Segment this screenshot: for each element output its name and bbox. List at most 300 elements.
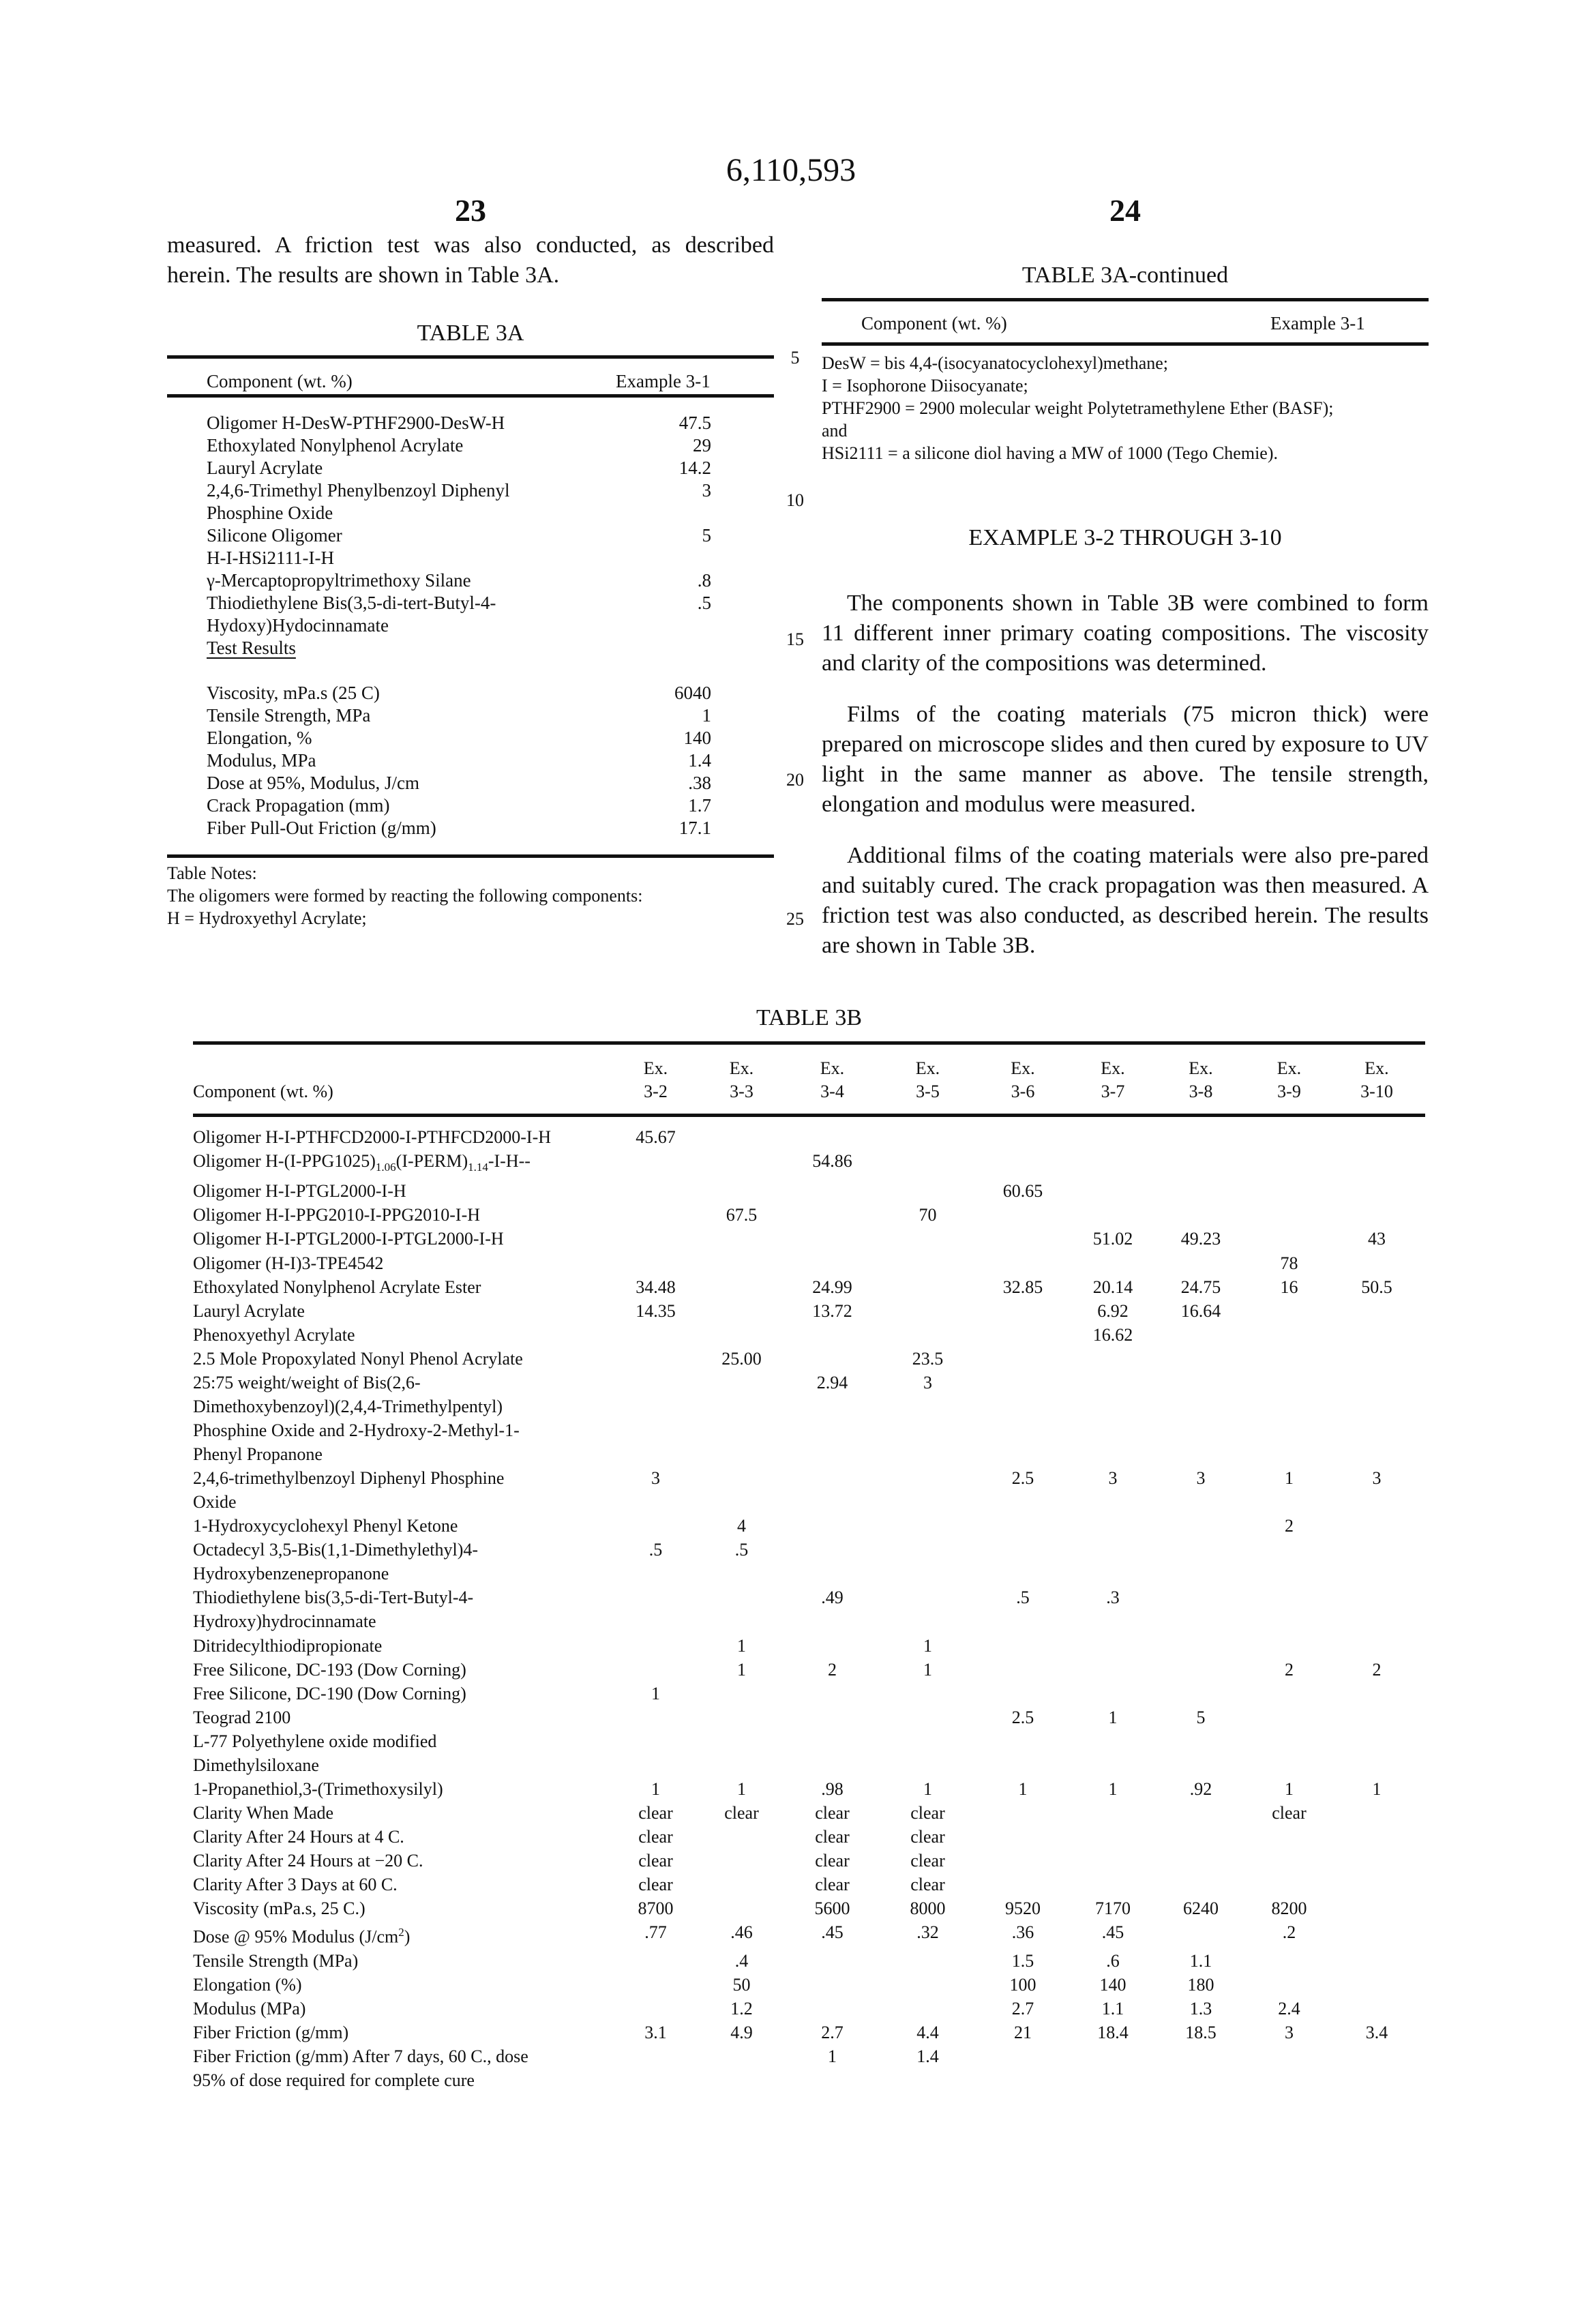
cell-value [614, 1251, 698, 1275]
cell-value [698, 1371, 786, 1466]
cell-value [1156, 1658, 1245, 1682]
cell-value [1333, 1125, 1420, 1149]
cell-value [786, 1323, 879, 1347]
row-label: Teograd 2100 [193, 1705, 614, 1729]
cell-value [879, 1949, 976, 1973]
cell-value: 1 [786, 2044, 879, 2092]
right-column-number: 24 [1057, 192, 1193, 228]
row-label: Clarity After 24 Hours at 4 C. [193, 1825, 614, 1849]
cell-value [879, 1729, 976, 1777]
cell-value: 51.02 [1069, 1227, 1156, 1251]
cell-value: 8200 [1245, 1896, 1333, 1920]
cell-value [976, 1729, 1069, 1777]
cell-value [698, 1179, 786, 1203]
cell-value [1333, 1873, 1420, 1896]
cell-value: 25.00 [698, 1347, 786, 1371]
cell-value [879, 1275, 976, 1299]
cell-value [1069, 2044, 1156, 2092]
cell-value [614, 1323, 698, 1347]
cell-value [614, 1949, 698, 1973]
cell-value: 3 [1245, 2021, 1333, 2044]
cell-value: clear [786, 1849, 879, 1873]
cell-value: 32.85 [976, 1275, 1069, 1299]
cell-value [1245, 1179, 1333, 1203]
cell-value [879, 1705, 976, 1729]
row-label: Fiber Friction (g/mm) [193, 2021, 614, 2044]
row-value: .8 [616, 569, 711, 592]
table-3a-continued-top-rule [822, 298, 1429, 301]
cell-value: 2.5 [976, 1705, 1069, 1729]
cell-value [1069, 1825, 1156, 1849]
column-header-component: Component (wt. %) [193, 1057, 614, 1103]
table-row [193, 1251, 1425, 1275]
cell-value [786, 1634, 879, 1658]
cell-value [976, 1149, 1069, 1179]
cell-value [698, 1729, 786, 1777]
label-segment: 2 [398, 1926, 404, 1939]
cell-value [698, 1682, 786, 1705]
table-row [193, 1896, 1425, 1920]
cell-value: 34.48 [614, 1275, 698, 1299]
cell-value: .3 [1069, 1585, 1156, 1633]
label-segment: Dose @ 95% Modulus (J/cm [193, 1927, 398, 1947]
cell-value [1156, 1682, 1245, 1705]
cell-value: .77 [614, 1920, 698, 1949]
cell-value: 1 [698, 1634, 786, 1658]
test-results-label: Test Results [207, 638, 296, 658]
row-label: Silicone Oligomer H-I-HSi2111-I-H [167, 524, 616, 569]
cell-value [786, 1514, 879, 1538]
cell-value: .5 [614, 1538, 698, 1585]
table-row [193, 1203, 1425, 1227]
cell-value [786, 1729, 879, 1777]
row-label: Ethoxylated Nonylphenol Acrylate [167, 434, 616, 457]
cell-value [976, 2044, 1069, 2092]
cell-value: 9520 [976, 1896, 1069, 1920]
cell-value: 7170 [1069, 1896, 1156, 1920]
row-label: 2.5 Mole Propoxylated Nonyl Phenol Acrylate [193, 1347, 614, 1371]
label-segment: (I-PERM) [396, 1151, 468, 1171]
cell-value [879, 1973, 976, 1997]
cell-value: 100 [976, 1973, 1069, 1997]
cell-value [614, 1514, 698, 1538]
table-row [167, 434, 774, 457]
section-label-wrap [167, 637, 616, 659]
cell-value [1156, 1849, 1245, 1873]
row-value: 3 [616, 479, 711, 524]
cell-value: 54.86 [786, 1149, 879, 1179]
cell-value: 1.3 [1156, 1997, 1245, 2021]
label-segment: 1.14 [468, 1161, 488, 1174]
cell-value: .32 [879, 1920, 976, 1949]
table-row [167, 749, 774, 772]
cell-value [1156, 1514, 1245, 1538]
row-label: Clarity After 3 Days at 60 C. [193, 1873, 614, 1896]
cell-value [786, 1179, 879, 1203]
cell-value: 1 [698, 1777, 786, 1801]
cell-value [1245, 1227, 1333, 1251]
cell-value [614, 1705, 698, 1729]
cell-value [1156, 1179, 1245, 1203]
cell-value [1156, 1873, 1245, 1896]
cell-value [1333, 1729, 1420, 1777]
cell-value [1069, 1125, 1156, 1149]
cell-value: 16 [1245, 1275, 1333, 1299]
cell-value: 13.72 [786, 1299, 879, 1323]
cell-value: 8000 [879, 1896, 976, 1920]
cell-value [614, 1997, 698, 2021]
row-value: 1 [616, 704, 711, 727]
line-number: 5 [777, 348, 813, 368]
cell-value [976, 1251, 1069, 1275]
cell-value: 1 [1069, 1705, 1156, 1729]
cell-value [614, 1585, 698, 1633]
cell-value: 2 [1245, 1514, 1333, 1538]
row-value: 29 [616, 434, 711, 457]
cell-value [1156, 1801, 1245, 1825]
cell-value [1245, 1973, 1333, 1997]
table-3b-header [193, 1057, 1425, 1103]
cell-value [976, 1514, 1069, 1538]
cell-value [1069, 1149, 1156, 1179]
table-row [193, 1997, 1425, 2021]
cell-value: 5 [1156, 1705, 1245, 1729]
row-value: 47.5 [616, 412, 711, 434]
cell-value [698, 1873, 786, 1896]
cell-value: 3.1 [614, 2021, 698, 2044]
row-label: Phenoxyethyl Acrylate [193, 1323, 614, 1347]
label-segment: Oligomer H-(I-PPG1025) [193, 1151, 376, 1171]
row-label: Oligomer H-DesW-PTHF2900-DesW-H [167, 412, 616, 434]
row-value: 1.4 [616, 749, 711, 772]
table-row [193, 1729, 1425, 1777]
cell-value [786, 1949, 879, 1973]
cell-value: 1 [614, 1682, 698, 1705]
cell-value: 1 [614, 1777, 698, 1801]
cell-value: 1.2 [698, 1997, 786, 2021]
cell-value [879, 1682, 976, 1705]
table-row [193, 1323, 1425, 1347]
cell-value [1156, 1251, 1245, 1275]
cell-value [1069, 1801, 1156, 1825]
row-label: Fiber Friction (g/mm) After 7 days, 60 C., dose 95% of dose required for complete cure [193, 2044, 614, 2092]
column-header-example: Ex. 3-5 [879, 1057, 976, 1103]
cell-value: 24.99 [786, 1275, 879, 1299]
cell-value [1069, 1634, 1156, 1658]
column-header-example: Ex. 3-2 [614, 1057, 698, 1103]
line-number: 25 [777, 909, 813, 929]
table-3b-title: TABLE 3B [193, 1005, 1425, 1031]
table-3b-header-rule [193, 1114, 1425, 1117]
cell-value: clear [879, 1873, 976, 1896]
table-row [193, 1227, 1425, 1251]
row-label: Oligomer H-I-PTGL2000-I-H [193, 1179, 614, 1203]
table-row [193, 1777, 1425, 1801]
cell-value [786, 1251, 879, 1275]
column-header-example: Example 3-1 [616, 370, 711, 393]
table-row [193, 1514, 1425, 1538]
cell-value [1245, 1323, 1333, 1347]
column-header-example: Ex. 3-6 [976, 1057, 1069, 1103]
table-row [193, 1585, 1425, 1633]
cell-value [976, 1125, 1069, 1149]
cell-value [698, 1323, 786, 1347]
cell-value [1245, 1149, 1333, 1179]
table-row [167, 479, 774, 524]
cell-value [1245, 1849, 1333, 1873]
row-label: Modulus, MPa [167, 749, 616, 772]
spacer [167, 659, 774, 682]
cell-value [1156, 1203, 1245, 1227]
cell-value [1333, 1920, 1420, 1949]
cell-value [1069, 1203, 1156, 1227]
line-number: 15 [777, 629, 813, 650]
cell-value [1245, 1299, 1333, 1323]
table-row [193, 1371, 1425, 1466]
cell-value [1245, 1538, 1333, 1585]
cell-value [786, 1997, 879, 2021]
table-3b-top-rule [193, 1041, 1425, 1045]
row-label: Clarity After 24 Hours at −20 C. [193, 1849, 614, 1873]
row-label: Free Silicone, DC-190 (Dow Corning) [193, 1682, 614, 1705]
cell-value [1156, 1920, 1245, 1949]
cell-value: 43 [1333, 1227, 1420, 1251]
table-row [167, 457, 774, 479]
cell-value [1245, 1949, 1333, 1973]
cell-value [879, 1299, 976, 1323]
cell-value [786, 1227, 879, 1251]
cell-value: 20.14 [1069, 1275, 1156, 1299]
cell-value [614, 1347, 698, 1371]
cell-value: clear [786, 1873, 879, 1896]
row-label: Dose at 95%, Modulus, J/cm [167, 772, 616, 794]
cell-value: 1 [698, 1658, 786, 1682]
cell-value: 1.4 [879, 2044, 976, 2092]
cell-value [1333, 1585, 1420, 1633]
table-row [193, 1825, 1425, 1849]
cell-value: clear [698, 1801, 786, 1825]
cell-value: 1 [1245, 1466, 1333, 1514]
cell-value [1333, 1149, 1420, 1179]
cell-value [1333, 1538, 1420, 1585]
row-label: Octadecyl 3,5-Bis(1,1-Dimethylethyl)4- Hydroxybenzenepropanone [193, 1538, 614, 1585]
cell-value [879, 1125, 976, 1149]
table-row [167, 817, 774, 839]
cell-value [698, 1585, 786, 1633]
cell-value [976, 1658, 1069, 1682]
cell-value [976, 1873, 1069, 1896]
cell-value: .6 [1069, 1949, 1156, 1973]
paragraph-1: The components shown in Table 3B were combined to form 11 different inner primary coating compositions. The viscosity and clarity of the compositions was determined. [822, 589, 1429, 679]
row-label: 2,4,6-Trimethyl Phenylbenzoyl Diphenyl Phosphine Oxide [167, 479, 616, 524]
cell-value: 3 [1069, 1466, 1156, 1514]
cell-value [1333, 1896, 1420, 1920]
row-value: 6040 [616, 682, 711, 704]
table-3a-title: TABLE 3A [167, 321, 774, 346]
column-header-component: Component (wt. %) [822, 312, 1270, 335]
table-note: The oligomers were formed by reacting the following components: [167, 884, 774, 907]
row-label: Tensile Strength, MPa [167, 704, 616, 727]
cell-value [698, 1251, 786, 1275]
table-note: and [822, 419, 1429, 442]
example-heading: EXAMPLE 3-2 THROUGH 3-10 [822, 525, 1429, 551]
table-row [193, 1634, 1425, 1658]
row-label: 1-Propanethiol,3-(Trimethoxysilyl) [193, 1777, 614, 1801]
table-row [193, 1705, 1425, 1729]
table-row [193, 1682, 1425, 1705]
cell-value [1245, 1682, 1333, 1705]
cell-value [879, 1149, 976, 1179]
cell-value [614, 1227, 698, 1251]
row-label: Fiber Pull-Out Friction (g/mm) [167, 817, 616, 839]
intro-paragraph: measured. A friction test was also conducted, as described herein. The results are shown in Table 3A. [167, 230, 774, 290]
cell-value: .46 [698, 1920, 786, 1949]
column-header-example: Ex. 3-3 [698, 1057, 786, 1103]
cell-value [1245, 1825, 1333, 1849]
cell-value [614, 1149, 698, 1179]
table-3a-continued-header-rule [822, 342, 1429, 346]
table-3a-header [167, 370, 774, 393]
column-header-example: Ex. 3-10 [1333, 1057, 1420, 1103]
cell-value: .2 [1245, 1920, 1333, 1949]
row-label: γ-Mercaptopropyltrimethoxy Silane [167, 569, 616, 592]
row-label: Viscosity, mPa.s (25 C) [167, 682, 616, 704]
label-segment: 1.06 [376, 1161, 396, 1174]
cell-value [786, 1705, 879, 1729]
cell-value [976, 1371, 1069, 1466]
cell-value: 1 [1069, 1777, 1156, 1801]
row-label: Ditridecylthiodipropionate [193, 1634, 614, 1658]
cell-value [1245, 1705, 1333, 1729]
cell-value: 180 [1156, 1973, 1245, 1997]
cell-value: 1.1 [1069, 1997, 1156, 2021]
table-3a-header-rule [167, 394, 774, 398]
cell-value [1333, 1299, 1420, 1323]
cell-value [1069, 1179, 1156, 1203]
table-row [193, 1299, 1425, 1323]
line-number: 20 [777, 770, 813, 790]
cell-value [1156, 1729, 1245, 1777]
cell-value [976, 1849, 1069, 1873]
left-column-number: 23 [402, 192, 539, 228]
cell-value [1245, 1347, 1333, 1371]
cell-value [976, 1203, 1069, 1227]
row-value: 5 [616, 524, 711, 569]
cell-value [1245, 1585, 1333, 1633]
row-label: Elongation, % [167, 727, 616, 749]
cell-value [698, 1825, 786, 1849]
cell-value [1333, 1347, 1420, 1371]
cell-value [1069, 1371, 1156, 1466]
cell-value: .5 [976, 1585, 1069, 1633]
row-label: Crack Propagation (mm) [167, 794, 616, 817]
cell-value [976, 1825, 1069, 1849]
table-row [193, 1973, 1425, 1997]
cell-value [614, 2044, 698, 2092]
cell-value [1156, 1149, 1245, 1179]
cell-value [1333, 1371, 1420, 1466]
cell-value [786, 1682, 879, 1705]
row-value: 14.2 [616, 457, 711, 479]
cell-value [614, 1729, 698, 1777]
cell-value: 1 [879, 1658, 976, 1682]
cell-value [614, 1179, 698, 1203]
table-3a-body [167, 412, 774, 839]
cell-value [1156, 1371, 1245, 1466]
cell-value: 1 [879, 1777, 976, 1801]
cell-value: 50.5 [1333, 1275, 1420, 1299]
row-value: .5 [616, 592, 711, 637]
cell-value: clear [879, 1825, 976, 1849]
table-row [167, 794, 774, 817]
cell-value [879, 1227, 976, 1251]
cell-value [1333, 1801, 1420, 1825]
cell-value [698, 1466, 786, 1514]
cell-value [1069, 1682, 1156, 1705]
cell-value [976, 1299, 1069, 1323]
cell-value: 2.7 [786, 2021, 879, 2044]
row-label: Lauryl Acrylate [193, 1299, 614, 1323]
row-label: 2,4,6-trimethylbenzoyl Diphenyl Phosphine Oxide [193, 1466, 614, 1514]
cell-value [1069, 1658, 1156, 1682]
cell-value: 6.92 [1069, 1299, 1156, 1323]
table-note: I = Isophorone Diisocyanate; [822, 374, 1429, 397]
cell-value [614, 1973, 698, 1997]
cell-value: 78 [1245, 1251, 1333, 1275]
cell-value: 4 [698, 1514, 786, 1538]
cell-value [976, 1634, 1069, 1658]
cell-value: .49 [786, 1585, 879, 1633]
cell-value: clear [786, 1825, 879, 1849]
cell-value: 5600 [786, 1896, 879, 1920]
cell-value [1069, 1514, 1156, 1538]
cell-value [1245, 1729, 1333, 1777]
section-label-row [167, 637, 774, 659]
cell-value [698, 1705, 786, 1729]
column-header-example: Ex. 3-9 [1245, 1057, 1333, 1103]
cell-value: 67.5 [698, 1203, 786, 1227]
cell-value: 3.4 [1333, 2021, 1420, 2044]
cell-value: 2 [1245, 1658, 1333, 1682]
row-value: 140 [616, 727, 711, 749]
cell-value [976, 1682, 1069, 1705]
cell-value: 2.7 [976, 1997, 1069, 2021]
column-header-example: Ex. 3-7 [1069, 1057, 1156, 1103]
cell-value: .36 [976, 1920, 1069, 1949]
cell-value [879, 1466, 976, 1514]
cell-value [1245, 1203, 1333, 1227]
cell-value [976, 1347, 1069, 1371]
cell-value [976, 1801, 1069, 1825]
table-3b-body [193, 1125, 1425, 2092]
table-row [193, 1149, 1425, 1179]
cell-value: 24.75 [1156, 1275, 1245, 1299]
cell-value [879, 1997, 976, 2021]
cell-value [879, 1538, 976, 1585]
cell-value: 6240 [1156, 1896, 1245, 1920]
cell-value [1333, 2044, 1420, 2092]
row-value: 1.7 [616, 794, 711, 817]
cell-value [1069, 1347, 1156, 1371]
cell-value [698, 1227, 786, 1251]
cell-value: 4.4 [879, 2021, 976, 2044]
cell-value [786, 1973, 879, 1997]
cell-value [1333, 1179, 1420, 1203]
table-row [167, 592, 774, 637]
row-label: Oligomer H-I-PTHFCD2000-I-PTHFCD2000-I-H [193, 1125, 614, 1149]
cell-value [1069, 1251, 1156, 1275]
table-note: Table Notes: [167, 862, 774, 884]
